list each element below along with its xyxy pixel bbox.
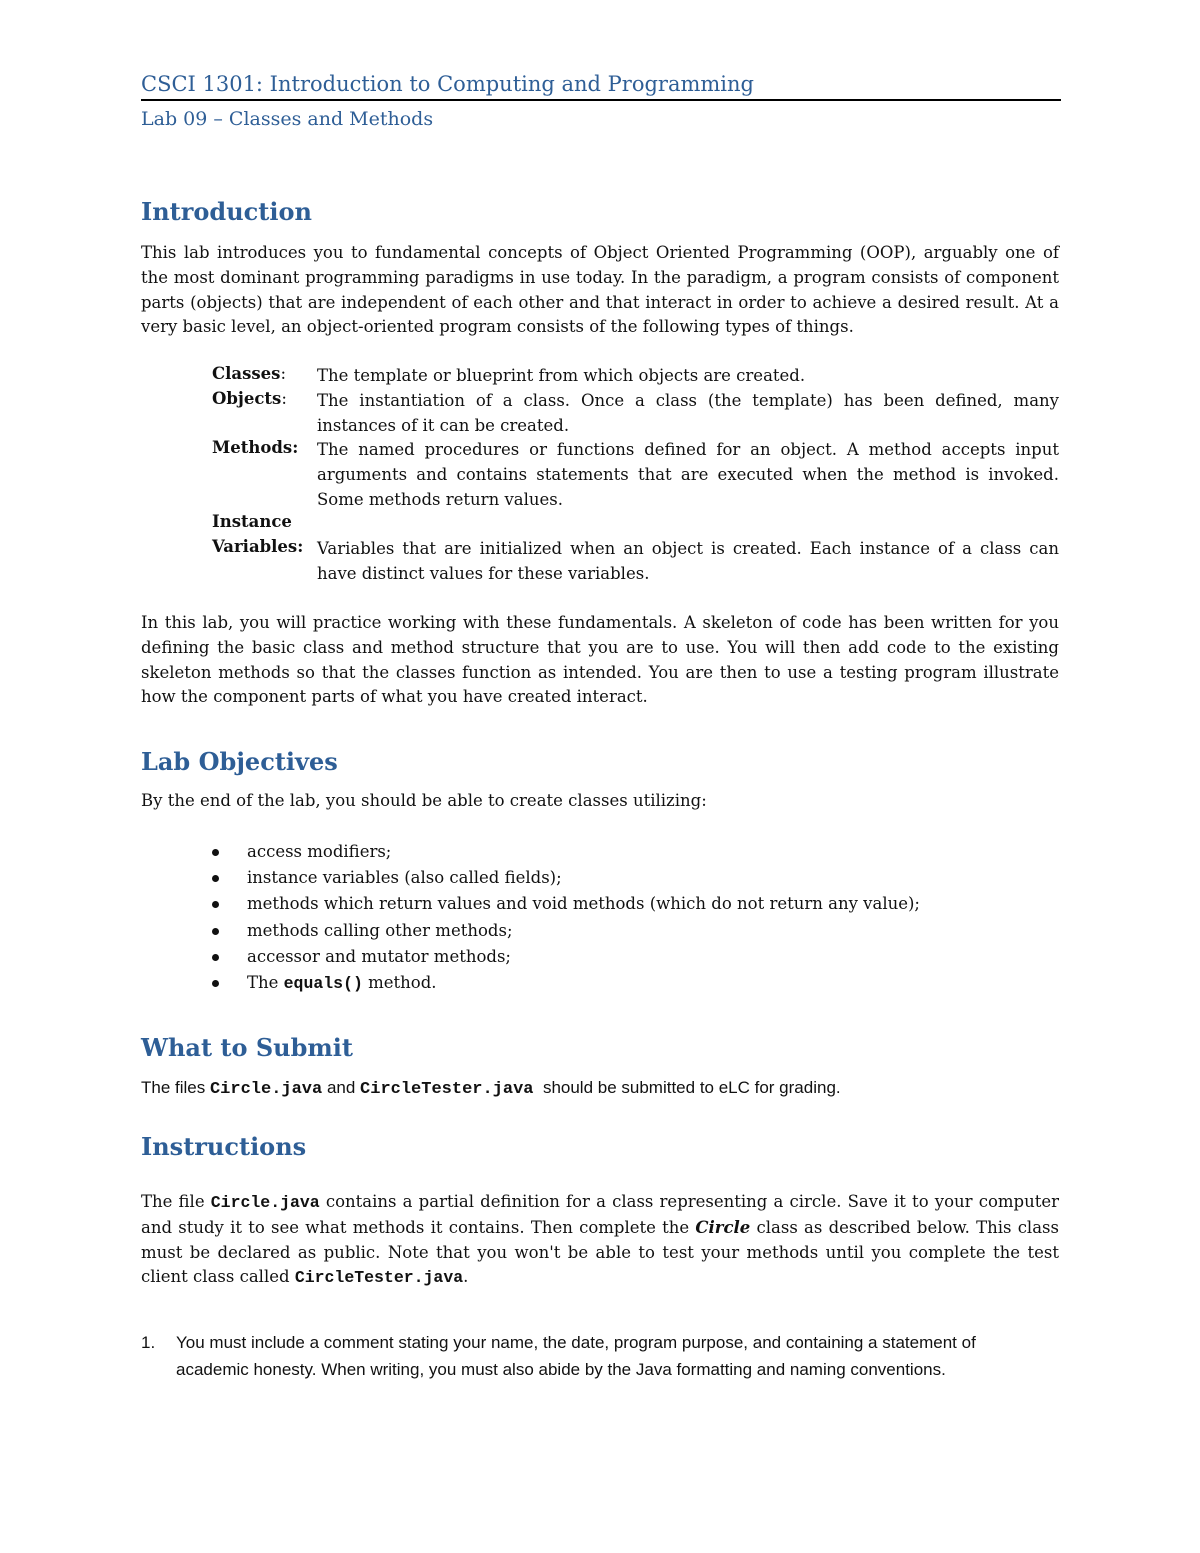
definition-desc-objects: The instantiation of a class. Once a class (the template) has been defined, many instances of it can be created. — [317, 391, 1059, 435]
list-item: methods calling other methods; — [212, 918, 920, 944]
bullet-icon — [212, 928, 219, 935]
bullet-icon — [212, 901, 219, 908]
objectives-list — [212, 839, 920, 996]
definition-term-methods: Methods: — [212, 438, 299, 457]
bullet-icon — [212, 875, 219, 882]
header-rule — [141, 99, 1061, 101]
circle-class-name: Circle — [695, 1217, 751, 1237]
list-item: methods which return values and void methods (which do not return any value); — [212, 891, 920, 917]
lab-title: Lab 09 – Classes and Methods — [141, 108, 434, 130]
submit-heading: What to Submit — [141, 1033, 354, 1062]
definition-desc-variables: Variables that are initialized when an object is created. Each instance of a class can have distinct values for these variables. — [317, 539, 1059, 583]
introduction-heading: Introduction — [141, 197, 312, 226]
definition-term-instance: Instance — [212, 512, 292, 531]
objectives-heading: Lab Objectives — [141, 747, 338, 776]
circle-tester-code: CircleTester.java — [294, 1268, 464, 1288]
definition-desc-methods: The named procedures or functions defined for an object. A method accepts input arguments and contains statements that are executed when the method is invoked. Some methods return values. — [317, 440, 1059, 509]
list-item: The equals() method. — [212, 970, 920, 996]
list-item: instance variables (also called fields); — [212, 865, 920, 891]
course-title: CSCI 1301: Introduction to Computing and Programming — [141, 72, 754, 96]
bullet-icon — [212, 954, 219, 961]
objectives-intro: By the end of the lab, you should be able to create classes utilizing: — [141, 791, 707, 810]
bullet-icon — [212, 980, 219, 987]
circle-tester-file-name: CircleTester.java — [360, 1080, 534, 1099]
definition-term-objects: Objects: — [212, 389, 287, 408]
instruction-step-1 — [141, 1330, 1041, 1383]
instructions-heading: Instructions — [141, 1132, 307, 1161]
definition-term-classes: Classes: — [212, 364, 287, 383]
submit-text: The files Circle.java and CircleTester.java should be submitted to eLC for grading. — [141, 1078, 841, 1099]
definition-term-variables: Variables: — [212, 537, 304, 556]
equals-method-code: equals() — [283, 973, 363, 993]
circle-file-name: Circle.java — [209, 1080, 323, 1099]
bullet-icon — [212, 849, 219, 856]
circle-java-code: Circle.java — [210, 1193, 320, 1212]
step-number: 1. — [141, 1333, 156, 1352]
definition-desc-classes: The template or blueprint from which objects are created. — [317, 366, 806, 385]
step-text: You must include a comment stating your name, the date, program purpose, and containing a statement of academic honesty. When writing, you must also abide by the Java formatting and naming conventions. — [176, 1333, 976, 1379]
introduction-closing-paragraph: In this lab, you will practice working with these fundamentals. A skeleton of code has been written for you defining the basic class and method structure that you are to use. You will then add code to the existing skeleton methods so that the classes function as intended. You are then to use a testing program illustrate how the component parts of what you have created interact. — [141, 613, 1059, 707]
list-item: access modifiers; — [212, 839, 920, 865]
instructions-paragraph: The file Circle.java contains a partial definition for a class representing a circle. Save it to your computer and study it to see what methods it contains. Then complete the Circle class as described below. This class must be declared as public. Note that you won't be able to test your methods until you complete the test client class called CircleTester.java. — [141, 1192, 1060, 1288]
list-item: accessor and mutator methods; — [212, 944, 920, 970]
introduction-paragraph: This lab introduces you to fundamental concepts of Object Oriented Programming (OOP), arguably one of the most dominant programming paradigms in use today. In the paradigm, a program consists of component parts (objects) that are independent of each other and that interact in order to achieve a desired result. At a very basic level, an object-oriented program consists of the following types of things. — [141, 243, 1059, 337]
